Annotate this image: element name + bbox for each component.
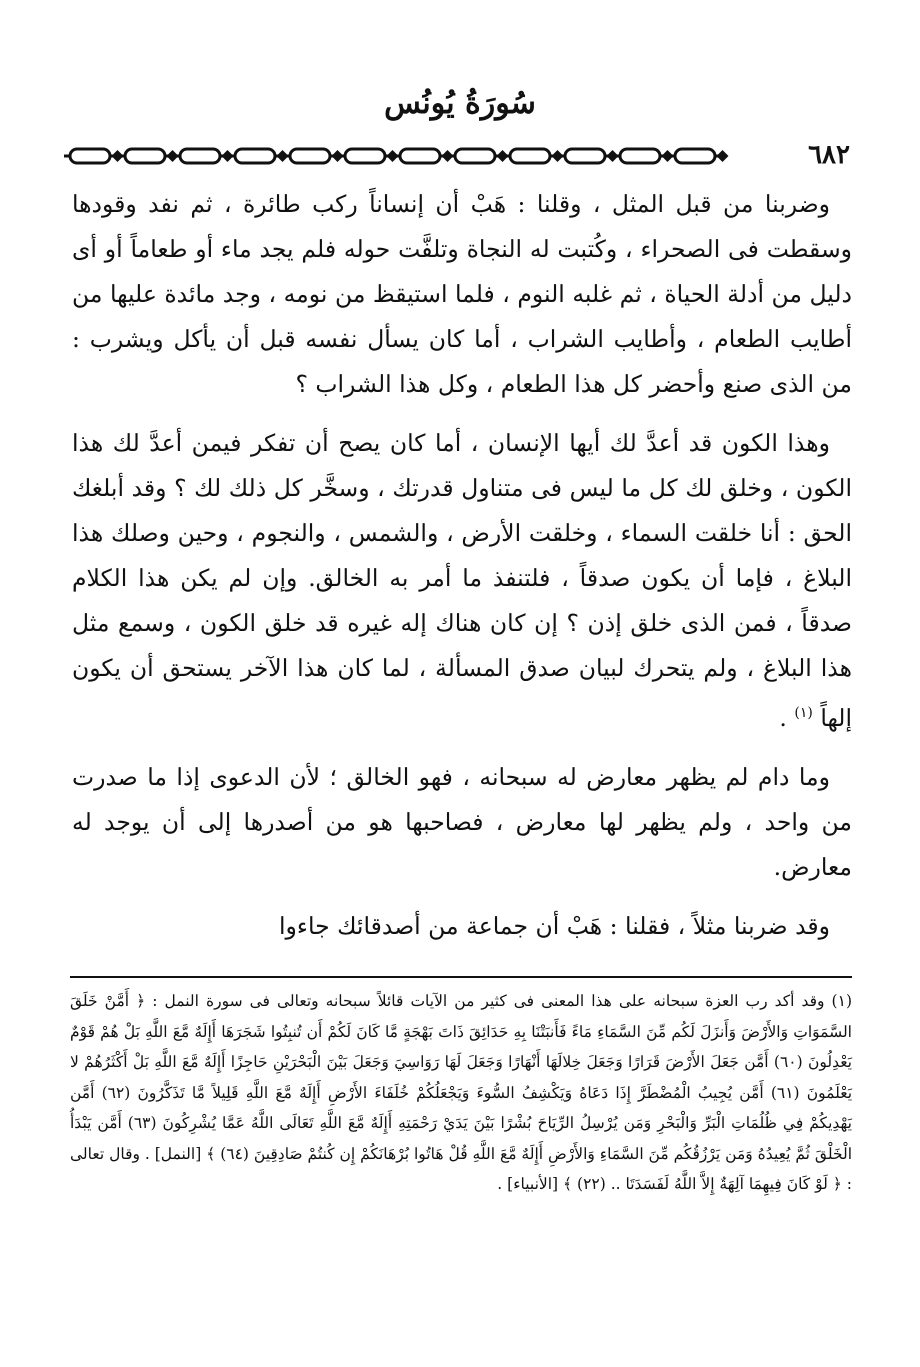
- main-text: [72, 182, 852, 963]
- page-number: ٦٨٢: [808, 140, 850, 170]
- rule-link: [70, 149, 110, 163]
- rule-link: [620, 149, 660, 163]
- rule-diamond: [387, 150, 399, 162]
- footnote: [70, 986, 852, 1200]
- rule-link: [400, 149, 440, 163]
- decorative-chain-rule: [60, 142, 730, 170]
- footnote-divider: [70, 976, 852, 978]
- rule-diamond: [442, 150, 454, 162]
- rule-link: [675, 149, 715, 163]
- rule-diamond: [662, 150, 674, 162]
- rule-diamond: [332, 150, 344, 162]
- surah-title: سُورَةُ يُونُس: [384, 86, 536, 121]
- footnote-reference[interactable]: (١): [794, 705, 813, 721]
- rule-link: [345, 149, 385, 163]
- paragraph-4: وقد ضربنا مثلاً ، فقلنا : هَبْ أن جماعة من أصدقائك جاءوا: [279, 911, 830, 940]
- rule-diamond: [112, 150, 124, 162]
- rule-diamond: [222, 150, 234, 162]
- rule-diamond: [277, 150, 289, 162]
- rule-diamond: [607, 150, 619, 162]
- rule-link: [510, 149, 550, 163]
- paragraph-2-end: .: [779, 703, 787, 732]
- paragraph-2-text: وهذا الكون قد أعدَّ لك أيها الإنسان ، أما كان يصح أن تفكر فيمن أعدَّ لك هذا الكون ، وخلق لك كل ما ليس فى متناول قدرتك ، وسخَّر كل ذلك لك ؟ وقد أبلغك الحق : أنا خلقت السماء ، وخلقت الأرض ، والشمس ، والنجوم ، وحين وصلك هذا البلاغ ، فإما أن يكون صدقاً ، فلتنفذ ما أمر به الخالق. وإن لم يكن هذا الكلام صدقاً ، فمن الذى خلق إذن ؟ إن كان هناك إله غيره قد خلق الكون ، وسمع مثل هذا البلاغ ، ولم يتحرك لبيان صدق المسألة ، لما كان هذا الآخر يستحق أن يكون إلهاً: [72, 429, 852, 732]
- rule-link: [180, 149, 220, 163]
- rule-diamond: [717, 150, 729, 162]
- rule-diamond: [552, 150, 564, 162]
- footnote-text: (١) وقد أكد رب العزة سبحانه على هذا المعنى فى كثير من الآيات قائلاً سبحانه وتعالى فى سورة النمل : ﴿ أَمَّنْ خَلَقَ السَّمَوَاتِ وَالأَرْضَ وَأَنزَلَ لَكُم مِّنَ السَّمَاءِ مَاءً فَأَنبَتْنَا بِهِ حَدَائِقَ ذَاتَ بَهْجَةٍ مَّا كَانَ لَكُمْ أَن تُنبِتُوا شَجَرَهَا أَإِلَهٌ مَّعَ اللَّهِ بَلْ هُمْ قَوْمٌ يَعْدِلُونَ (٦٠) أَمَّن جَعَلَ الأَرْضَ قَرَارًا وَجَعَلَ خِلالَهَا أَنْهَارًا وَجَعَلَ لَهَا رَوَاسِيَ وَجَعَلَ بَيْنَ الْبَحْرَيْنِ حَاجِزًا أَإِلَهٌ مَّعَ اللَّهِ بَلْ أَكْثَرُهُمْ لا يَعْلَمُونَ (٦١) أَمَّن يُجِيبُ الْمُضْطَرَّ إِذَا دَعَاهُ وَيَكْشِفُ السُّوءَ وَيَجْعَلُكُمْ خُلَفَاءَ الأَرْضِ أَإِلَهٌ مَّعَ اللَّهِ قَلِيلاً مَّا تَذَكَّرُونَ (٦٢) أَمَّن يَهْدِيكُمْ فِي ظُلُمَاتِ الْبَرِّ وَالْبَحْرِ وَمَن يُرْسِلُ الرِّيَاحَ بُشْرًا بَيْنَ يَدَيْ رَحْمَتِهِ أَإِلَهٌ مَّعَ اللَّهِ تَعَالَى اللَّهُ عَمَّا يُشْرِكُونَ (٦٣) أَمَّن يَبْدَأُ الْخَلْقَ ثُمَّ يُعِيدُهُ وَمَن يَرْزُقُكُم مِّنَ السَّمَاءِ وَالأَرْضِ أَإِلَهٌ مَّعَ اللَّهِ قُلْ هَاتُوا بُرْهَانَكُمْ إِن كُنتُمْ صَادِقِينَ (٦٤) ﴾ [النمل] . وقال تعالى : ﴿ لَوْ كَانَ فِيهِمَا آلِهَةٌ إِلاَّ اللَّهُ لَفَسَدَتَا .. (٢٢) ﴾ [الأنبياء] .: [70, 992, 853, 1193]
- paragraph-3: وما دام لم يظهر معارض له سبحانه ، فهو الخالق ؛ لأن الدعوى إذا ما صدرت من واحد ، ولم يظهر لها معارض ، فصاحبها هو من أصدرها إلى أن يوجد له معارض.: [72, 762, 852, 881]
- rule-link: [290, 149, 330, 163]
- rule-link: [125, 149, 165, 163]
- rule-diamond: [497, 150, 509, 162]
- rule-link: [235, 149, 275, 163]
- rule-diamond: [167, 150, 179, 162]
- rule-link: [565, 149, 605, 163]
- paragraph-2: [72, 421, 852, 741]
- rule-link: [455, 149, 495, 163]
- paragraph-1: وضربنا من قبل المثل ، وقلنا : هَبْ أن إنساناً ركب طائرة ، ثم نفد وقودها وسقطت فى الصحراء ، وكُتبت له النجاة وتلفَّت حوله فلم يجد ماء أو طعاماً أو أى دليل من أدلة الحياة ، ثم غلبه النوم ، فلما استيقظ من نومه ، وجد مائدة عليها من أطايب الطعام ، وأطايب الشراب ، أما كان يسأل نفسه قبل أن يأكل ويشرب : من الذى صنع وأحضر كل هذا الطعام ، وكل هذا الشراب ؟: [72, 190, 852, 398]
